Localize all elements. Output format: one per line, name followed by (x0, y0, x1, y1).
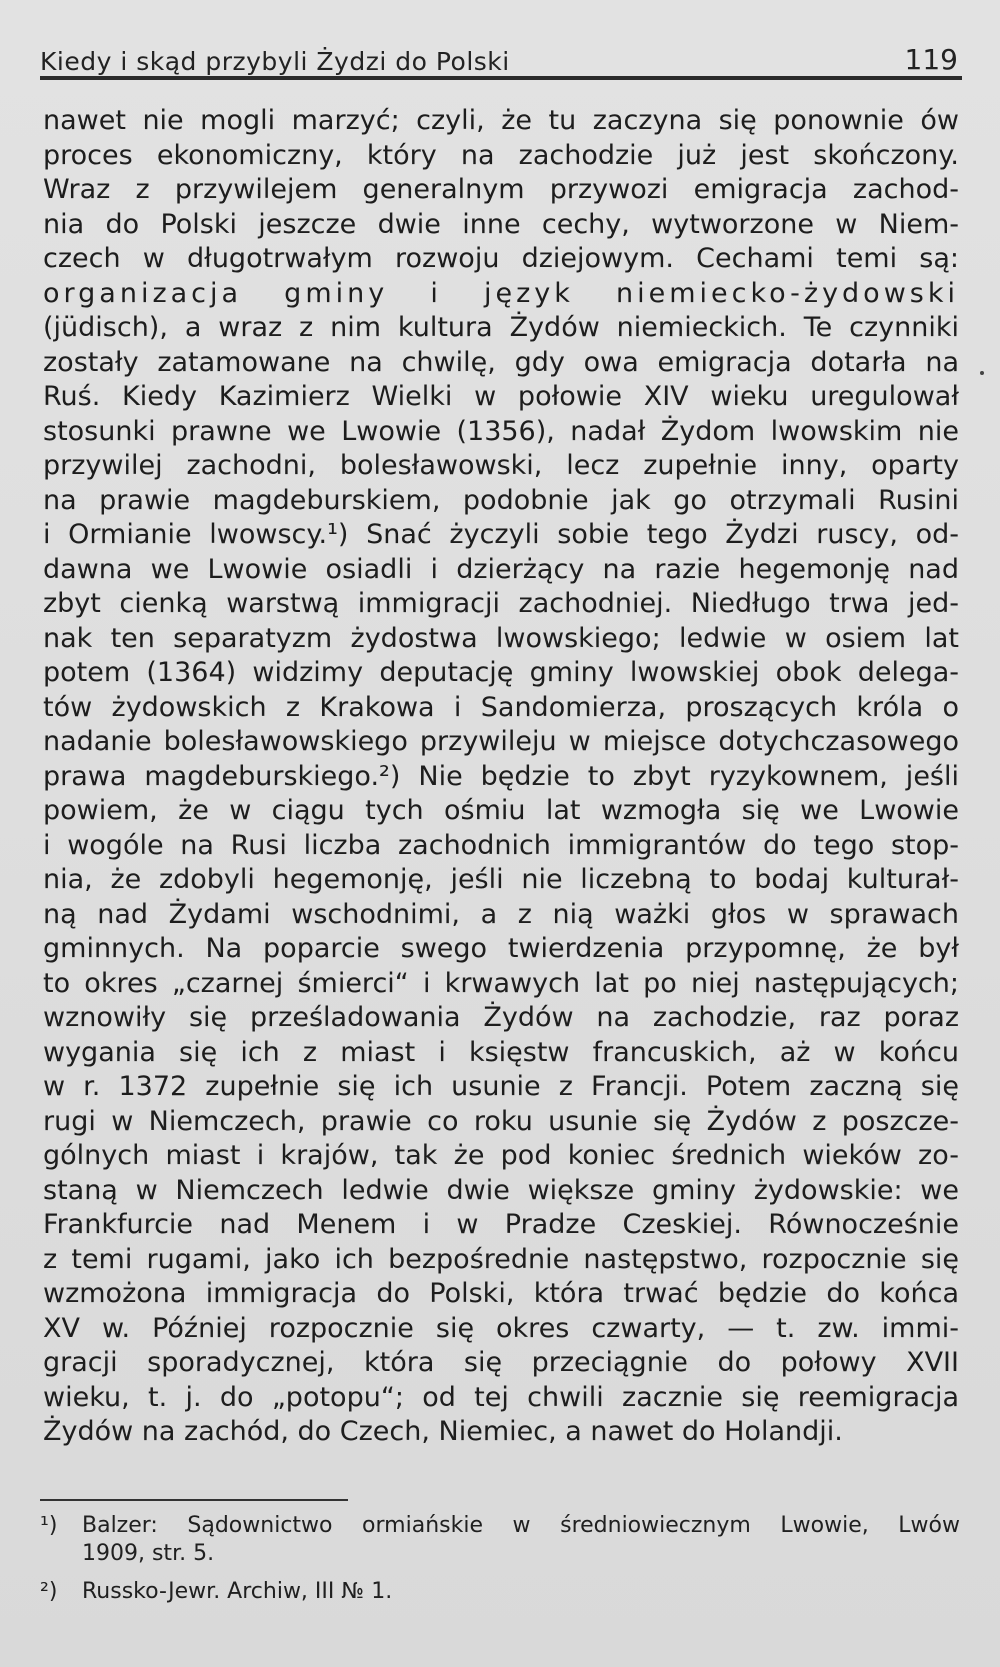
body-line-34: z temi rugami, jako ich bezpośrednie następstwo, rozpocznie się (43, 1243, 959, 1275)
header-rule (40, 76, 962, 80)
body-line-11: przywilej zachodni, bolesławowski, lecz zupełnie inny, oparty (43, 450, 959, 481)
footnotes (40, 1512, 960, 1616)
body-line-33: Frankfurcie nad Menem i w Pradze Czeskiej. Równocześnie (43, 1209, 959, 1240)
body-line-7: (jüdisch), a wraz z nim kultura Żydów niemieckich. Te czynniki (43, 312, 959, 343)
body-line-15: zbyt cienką warstwą immigracji zachodniej. Niedługo trwa jed- (43, 588, 959, 619)
body-line-37: gracji sporadycznej, która się przeciągnie do połowy XVII (43, 1347, 959, 1378)
body-line-27: wznowiły się prześladowania Żydów na zachodzie, raz poraz (43, 1002, 959, 1033)
body-line-18: tów żydowskich z Krakowa i Sandomierza, proszących króla o (43, 691, 959, 723)
footnote-marker-2: ²) (40, 1579, 58, 1604)
footnote-1-line-2: 1909, str. 5. (82, 1541, 215, 1566)
footnote-1 (40, 1512, 960, 1568)
body-line-12: na prawie magdeburskiem, podobnie jak go otrzymali Rusini (43, 484, 959, 516)
body-line-19: nadanie bolesławowskiego przywileju w miejsce dotychczasowego (43, 726, 959, 757)
body-line-10: stosunki prawne we Lwowie (1356), nadał Żydom lwowskim nie (43, 415, 959, 447)
page-number: 119 (904, 43, 958, 76)
body-line-14: dawna we Lwowie osiadli i dzierżący na razie hegemonję nad (43, 553, 959, 585)
body-line-30: rugi w Niemczech, prawie co roku usunie się Żydów z poszcze- (43, 1105, 959, 1137)
body-line-36: XV w. Później rozpocznie się okres czwarty, — t. zw. immi- (43, 1312, 959, 1344)
body-line-17: potem (1364) widzimy deputację gminy lwowskiej obok delega- (43, 657, 959, 688)
body-line-4: nia do Polski jeszcze dwie inne cechy, wytworzone w Niem- (43, 208, 959, 240)
body-line-9: Ruś. Kiedy Kazimierz Wielki w połowie XIV wieku uregulował (43, 381, 959, 412)
body-line-16: nak ten separatyzm żydostwa lwowskiego; ledwie w osiem lat (43, 622, 959, 654)
footnote-2 (40, 1578, 960, 1606)
footnote-2-line-1: Russko-Jewr. Archiw, III № 1. (82, 1579, 393, 1604)
body-line-8: zostały zatamowane na chwilę, gdy owa emigracja dotarła na (43, 346, 959, 378)
running-head: Kiedy i skąd przybyli Żydzi do Polski (40, 47, 510, 76)
body-line-24: ną nad Żydami wschodnimi, a z nią ważki głos w sprawach (43, 898, 959, 930)
body-line-1: nawet nie mogli marzyć; czyli, że tu zaczyna się ponownie ów (43, 105, 959, 136)
body-line-13: i Ormianie lwowscy.¹) Snać życzyli sobie tego Żydzi ruscy, od- (43, 519, 959, 550)
body-line-22: i wogóle na Rusi liczba zachodnich immigrantów do tego stop- (43, 829, 959, 861)
body-line-25: gminnych. Na poparcie swego twierdzenia przypomnę, że był (43, 933, 959, 964)
body-line-3: Wraz z przywilejem generalnym przywozi emigracja zachod- (43, 174, 959, 205)
body-line-21: powiem, że w ciągu tych ośmiu lat wzmogła się we Lwowie (43, 795, 959, 826)
body-line-31: gólnych miast i krajów, tak że pod koniec średnich wieków zo- (43, 1140, 959, 1171)
footnote-rule (40, 1499, 348, 1501)
body-line-38: wieku, t. j. do „potopu“; od tej chwili zacznie się reemigracja (43, 1381, 959, 1413)
main-text (43, 104, 959, 1450)
body-line-28: wygania się ich z miast i księstw francuskich, aż w końcu (43, 1036, 959, 1068)
body-line-20: prawa magdeburskiego.²) Nie będzie to zbyt ryzykownem, jeśli (43, 760, 959, 792)
body-line-2: proces ekonomiczny, który na zachodzie już jest skończony. (43, 139, 959, 171)
footnote-text-1 (82, 1512, 960, 1568)
body-line-39: Żydów na zachód, do Czech, Niemiec, a nawet do Holandji. (43, 1416, 843, 1447)
body-line-5: czech w długotrwałym rozwoju dziejowym. Cechami temi są: (43, 243, 959, 274)
body-line-29: w r. 1372 zupełnie się ich usunie z Francji. Potem zaczną się (43, 1071, 959, 1102)
margin-dot (980, 371, 984, 375)
footnote-marker-1: ¹) (40, 1513, 58, 1538)
body-line-32: staną w Niemczech ledwie dwie większe gminy żydowskie: we (43, 1174, 959, 1206)
body-line-6: organizacja gminy i język niemiecko-żydowski (43, 277, 959, 309)
footnote-1-line-1: Balzer: Sądownictwo ormiańskie w średniowiecznym Lwowie, Lwów (82, 1513, 960, 1538)
body-line-23: nia, że zdobyli hegemonję, jeśli nie liczebną to bodaj kulturał- (43, 864, 959, 895)
page-header (40, 34, 962, 76)
footnote-text-2 (82, 1578, 960, 1606)
body-line-35: wzmożona immigracja do Polski, która trwać będzie do końca (43, 1278, 959, 1309)
body-line-26: to okres „czarnej śmierci“ i krwawych lat po niej następujących; (43, 967, 959, 999)
